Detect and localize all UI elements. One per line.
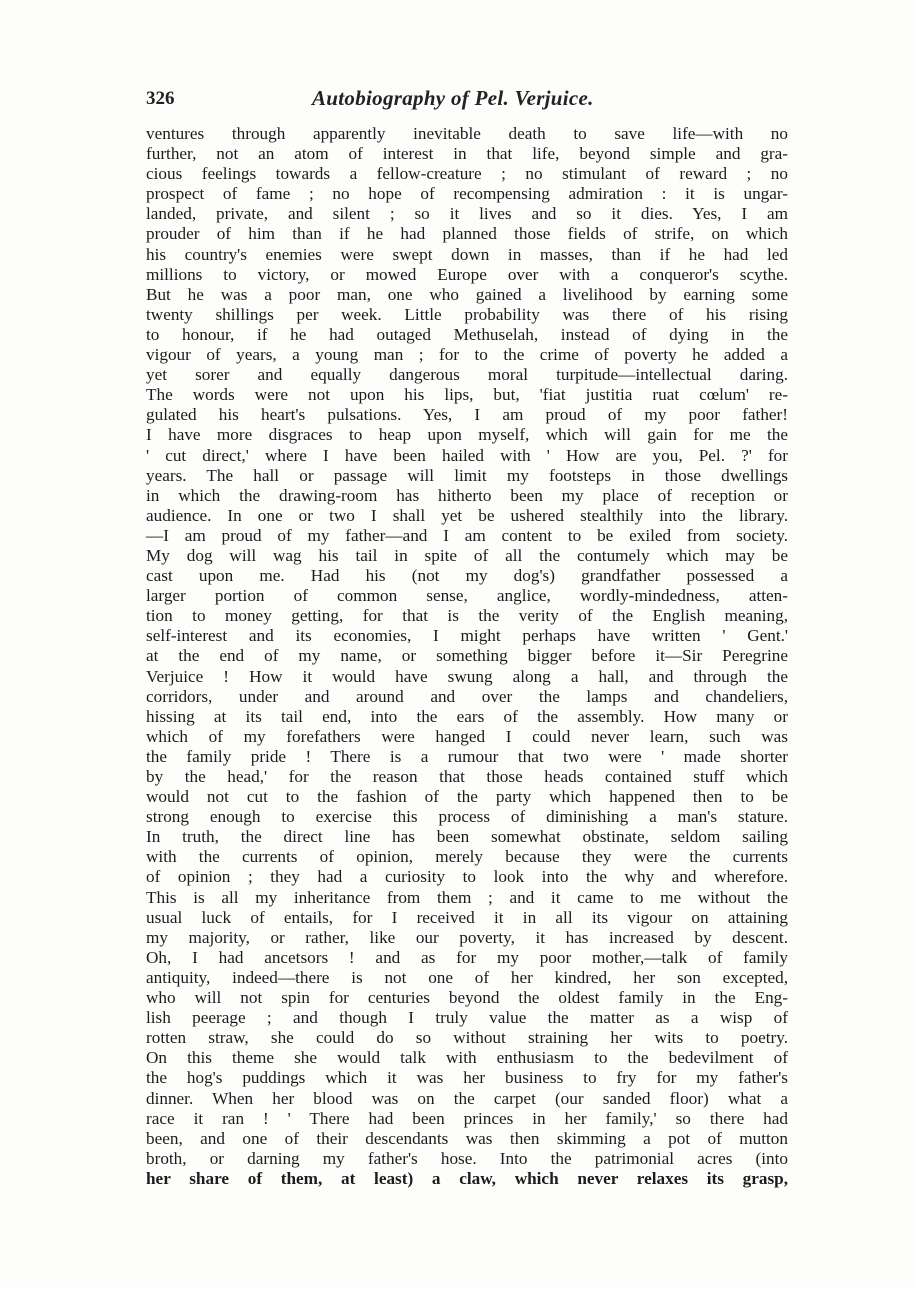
text-line: self-interest and its economies, I might perhaps have written ' Gent.' <box>146 626 788 646</box>
text-line: to honour, if he had outaged Methuselah, instead of dying in the <box>146 324 788 344</box>
text-line: The words were not upon his lips, but, 'fiat justitia ruat cœlum' re- <box>146 385 788 405</box>
text-line: at the end of my name, or something bigger before it—Sir Peregrine <box>146 646 788 666</box>
text-line: In truth, the direct line has been somewhat obstinate, seldom sailing <box>146 827 788 847</box>
text-line: her share of them, at least) a claw, which never relaxes its grasp, <box>146 1168 788 1188</box>
text-line: lish peerage ; and though I truly value the matter as a wisp of <box>146 1008 788 1028</box>
text-line: the family pride ! There is a rumour that two were ' made shorter <box>146 746 788 766</box>
text-line: of opinion ; they had a curiosity to look into the why and wherefore. <box>146 867 788 887</box>
text-line: prospect of fame ; no hope of recompensing admiration : it is ungar- <box>146 184 788 204</box>
text-line: been, and one of their descendants was then skimming a pot of mutton <box>146 1128 788 1148</box>
text-line: gulated his heart's pulsations. Yes, I am proud of my poor father! <box>146 405 788 425</box>
text-line: antiquity, indeed—there is not one of her kindred, her son excepted, <box>146 967 788 987</box>
text-line: with the currents of opinion, merely because they were the currents <box>146 847 788 867</box>
text-line: which of my forefathers were hanged I could never learn, such was <box>146 726 788 746</box>
text-line: corridors, under and around and over the lamps and chandeliers, <box>146 686 788 706</box>
text-line: millions to victory, or mowed Europe over with a conqueror's scythe. <box>146 264 788 284</box>
running-head <box>146 84 786 114</box>
text-line: Oh, I had ancetsors ! and as for my poor mother,—talk of family <box>146 947 788 967</box>
text-line: I have more disgraces to heap upon myself, which will gain for me the <box>146 425 788 445</box>
text-line: my majority, or rather, like our poverty, it has increased by descent. <box>146 927 788 947</box>
text-line: —I am proud of my father—and I am content to be exiled from society. <box>146 525 788 545</box>
text-line: broth, or darning my father's hose. Into the patrimonial acres (into <box>146 1148 788 1168</box>
text-line: vigour of years, a young man ; for to the crime of poverty he added a <box>146 345 788 365</box>
text-line: who will not spin for centuries beyond the oldest family in the Eng- <box>146 988 788 1008</box>
text-line: ventures through apparently inevitable death to save life—with no <box>146 124 788 143</box>
text-line: by the head,' for the reason that those heads contained stuff which <box>146 767 788 786</box>
text-line: dinner. When her blood was on the carpet (our sanded floor) what a <box>146 1088 788 1108</box>
text-line: would not cut to the fashion of the party which happened then to be <box>146 787 788 807</box>
text-line: twenty shillings per week. Little probability was there of his rising <box>146 304 788 324</box>
text-line: years. The hall or passage will limit my footsteps in those dwellings <box>146 465 788 485</box>
text-line: This is all my inheritance from them ; and it came to me without the <box>146 887 788 907</box>
text-line: rotten straw, she could do so without straining her wits to poetry. <box>146 1028 788 1048</box>
text-line: race it ran ! ' There had been princes in her family,' so there had <box>146 1108 788 1128</box>
text-line: prouder of him than if he had planned those fields of strife, on which <box>146 224 788 244</box>
page-number: 326 <box>146 88 175 109</box>
text-line: larger portion of common sense, anglice, wordly-mindedness, atten- <box>146 586 788 606</box>
text-line: yet sorer and equally dangerous moral turpitude—intellectual daring. <box>146 365 788 385</box>
text-line: On this theme she would talk with enthusiasm to the bedevilment of <box>146 1048 788 1068</box>
text-line: hissing at its tail end, into the ears of the assembly. How many or <box>146 706 788 726</box>
text-line: strong enough to exercise this process of diminishing a man's stature. <box>146 807 788 827</box>
text-line: tion to money getting, for that is the verity of the English meaning, <box>146 606 788 626</box>
text-line: further, not an atom of interest in that life, beyond simple and gra- <box>146 144 788 164</box>
text-line: audience. In one or two I shall yet be ushered stealthily into the library. <box>146 505 788 525</box>
text-line: But he was a poor man, one who gained a livelihood by earning some <box>146 284 788 304</box>
text-line: in which the drawing-room has hitherto been my place of reception or <box>146 485 788 505</box>
text-line: the hog's puddings which it was her business to fry for my father's <box>146 1068 788 1088</box>
text-line: cious feelings towards a fellow-creature ; no stimulant of reward ; no <box>146 164 788 184</box>
text-line: ' cut direct,' where I have been hailed with ' How are you, Pel. ?' for <box>146 445 788 465</box>
text-line: My dog will wag his tail in spite of all the contumely which may be <box>146 545 788 565</box>
running-title: Autobiography of Pel. Verjuice. <box>312 86 594 110</box>
text-line: Verjuice ! How it would have swung along a hall, and through the <box>146 666 788 686</box>
text-line: usual luck of entails, for I received it in all its vigour on attaining <box>146 907 788 927</box>
text-line: his country's enemies were swept down in masses, than if he had led <box>146 244 788 264</box>
text-line: cast upon me. Had his (not my dog's) grandfather possessed a <box>146 566 788 586</box>
body-text <box>146 124 788 1189</box>
text-line: landed, private, and silent ; so it lives and so it dies. Yes, I am <box>146 204 788 224</box>
